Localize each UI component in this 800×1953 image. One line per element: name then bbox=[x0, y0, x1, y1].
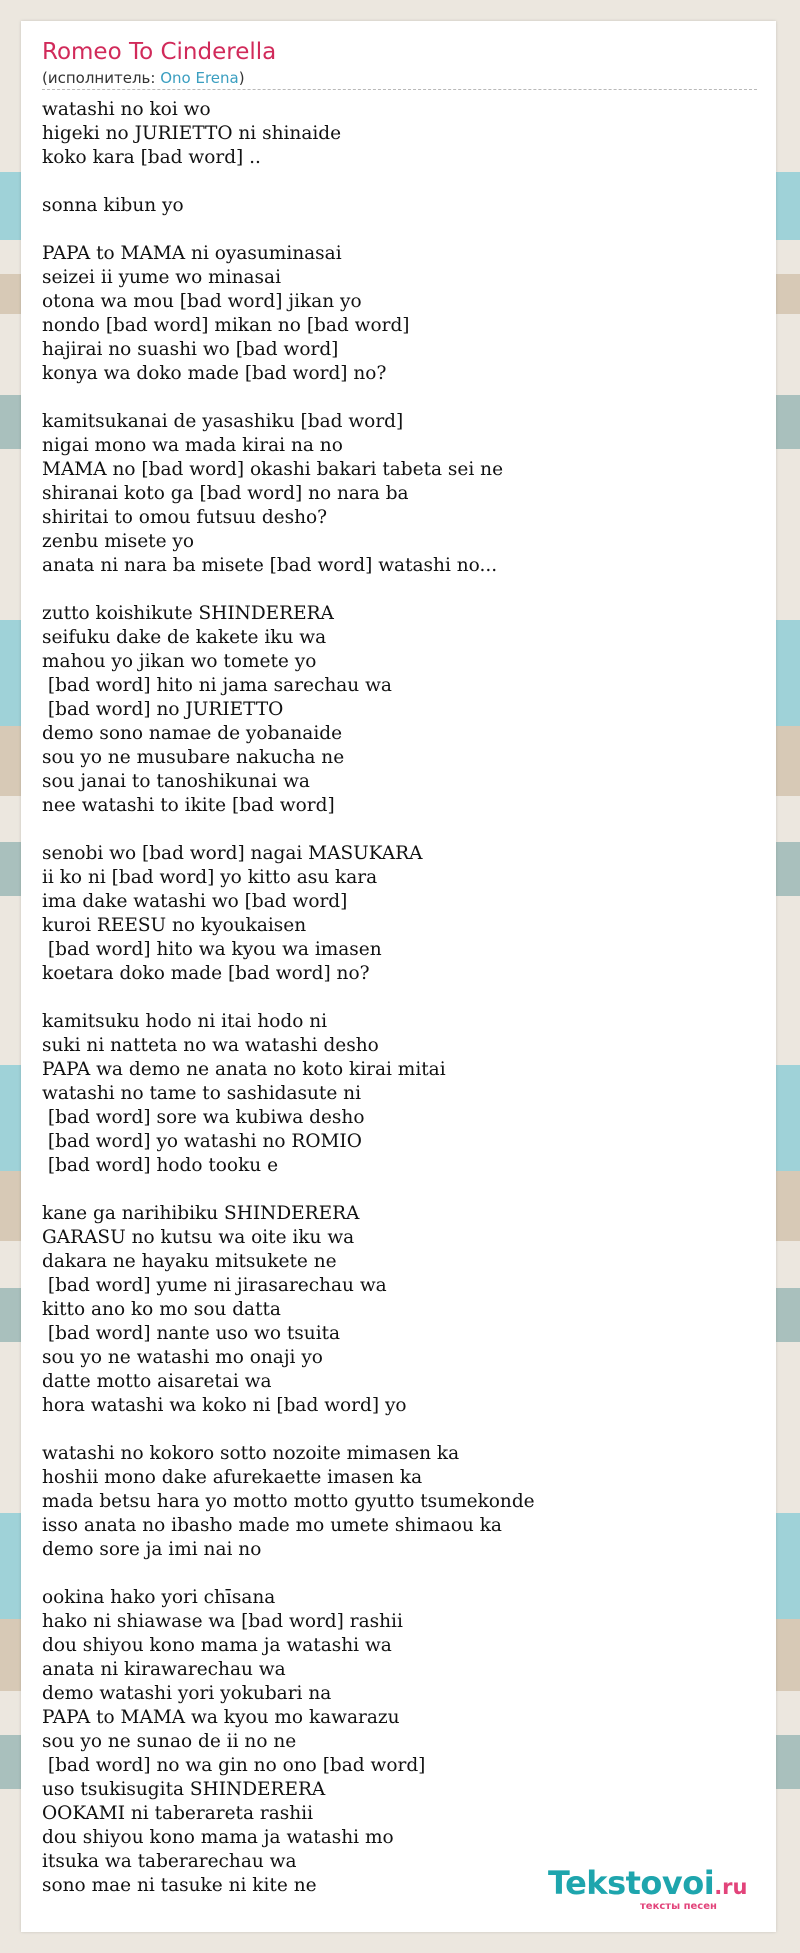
lyric-line: sou janai to tanoshikunai wa bbox=[42, 771, 310, 792]
lyric-line: suki ni natteta no wa watashi desho bbox=[42, 1035, 379, 1056]
lyric-line: datte motto aisaretai wa bbox=[42, 1371, 272, 1392]
lyric-line: [bad word] no JURIETTO bbox=[42, 699, 284, 720]
lyric-line: [bad word] no wa gin no ono [bad word] bbox=[42, 1755, 426, 1776]
lyric-line: mada betsu hara yo motto motto gyutto tsumekonde bbox=[42, 1491, 535, 1512]
lyric-line: dou shiyou kono mama ja watashi mo bbox=[42, 1827, 394, 1848]
lyric-line: OOKAMI ni taberareta rashii bbox=[42, 1803, 313, 1824]
site-logo[interactable] bbox=[548, 1864, 748, 1912]
lyric-line bbox=[42, 986, 757, 1010]
lyric-line: demo watashi yori yokubari na bbox=[42, 1683, 332, 1704]
lyric-line: MAMA no [bad word] okashi bakari tabeta sei ne bbox=[42, 459, 504, 480]
lyric-line: sono mae ni tasuke ni kite ne bbox=[42, 1875, 317, 1896]
lyrics-text bbox=[42, 98, 757, 1898]
lyric-line: shiritai to omou futsuu desho? bbox=[42, 507, 328, 528]
lyric-line: kane ga narihibiku SHINDERERA bbox=[42, 1203, 360, 1224]
lyric-line: sonna kibun yo bbox=[42, 195, 184, 216]
lyric-line: seifuku dake de kakete iku wa bbox=[42, 627, 327, 648]
lyric-line: konya wa doko made [bad word] no? bbox=[42, 363, 387, 384]
logo-tld: .ru bbox=[714, 1875, 748, 1899]
lyric-line: dou shiyou kono mama ja watashi wa bbox=[42, 1635, 392, 1656]
lyric-line: isso anata no ibasho made mo umete shimaou ka bbox=[42, 1515, 502, 1536]
lyric-line: demo sono namae de yobanaide bbox=[42, 723, 343, 744]
lyric-line: mahou yo jikan wo tomete yo bbox=[42, 651, 317, 672]
lyric-line: GARASU no kutsu wa oite iku wa bbox=[42, 1227, 355, 1248]
lyric-line: sou yo ne musubare nakucha ne bbox=[42, 747, 345, 768]
lyric-line: [bad word] sore wa kubiwa desho bbox=[42, 1107, 365, 1128]
lyric-line: higeki no JURIETTO ni shinaide bbox=[42, 123, 342, 144]
lyric-line: demo sore ja imi nai no bbox=[42, 1539, 262, 1560]
lyric-line: sou yo ne watashi mo onaji yo bbox=[42, 1347, 323, 1368]
lyric-line: uso tsukisugita SHINDERERA bbox=[42, 1779, 326, 1800]
lyric-line: seizei ii yume wo minasai bbox=[42, 267, 282, 288]
lyric-line bbox=[42, 818, 757, 842]
lyric-line bbox=[42, 218, 757, 242]
lyric-line: [bad word] hito wa kyou wa imasen bbox=[42, 939, 382, 960]
lyric-line: kamitsuku hodo ni itai hodo ni bbox=[42, 1011, 328, 1032]
lyric-line: hoshii mono dake afurekaette imasen ka bbox=[42, 1467, 423, 1488]
lyric-line: ookina hako yori chīsana bbox=[42, 1587, 276, 1608]
lyric-line: hora watashi wa koko ni [bad word] yo bbox=[42, 1395, 407, 1416]
lyric-line: PAPA to MAMA wa kyou mo kawarazu bbox=[42, 1707, 400, 1728]
logo-brand: Tekstovoi bbox=[548, 1864, 715, 1902]
lyric-line: [bad word] hito ni jama sarechau wa bbox=[42, 675, 392, 696]
artist-line bbox=[42, 69, 757, 90]
lyric-line bbox=[42, 1178, 757, 1202]
lyrics-card bbox=[21, 21, 776, 1932]
lyric-line bbox=[42, 1418, 757, 1442]
lyric-line: koetara doko made [bad word] no? bbox=[42, 963, 370, 984]
song-title: Romeo To Cinderella bbox=[42, 39, 277, 65]
lyric-line: [bad word] hodo tooku e bbox=[42, 1155, 279, 1176]
lyric-line: PAPA wa demo ne anata no koto kirai mitai bbox=[42, 1059, 446, 1080]
lyric-line: kuroi REESU no kyoukaisen bbox=[42, 915, 307, 936]
lyric-line: kitto ano ko mo sou datta bbox=[42, 1299, 281, 1320]
lyric-line: zutto koishikute SHINDERERA bbox=[42, 603, 334, 624]
lyric-line: watashi no kokoro sotto nozoite mimasen ka bbox=[42, 1443, 460, 1464]
lyric-line: nigai mono wa mada kirai na no bbox=[42, 435, 343, 456]
lyric-line: zenbu misete yo bbox=[42, 531, 195, 552]
lyric-line bbox=[42, 170, 757, 194]
lyric-line: nondo [bad word] mikan no [bad word] bbox=[42, 315, 410, 336]
lyric-line: PAPA to MAMA ni oyasuminasai bbox=[42, 243, 342, 264]
artist-prefix: (исполнитель: bbox=[42, 69, 161, 87]
logo-tagline: тексты песен bbox=[640, 1901, 717, 1912]
lyric-line: koko kara [bad word] .. bbox=[42, 147, 261, 168]
lyric-line: [bad word] yo watashi no ROMIO bbox=[42, 1131, 362, 1152]
lyric-line: ima dake watashi wo [bad word] bbox=[42, 891, 348, 912]
lyric-line: otona wa mou [bad word] jikan yo bbox=[42, 291, 362, 312]
lyric-line: watashi no koi wo bbox=[42, 99, 211, 120]
lyric-line: anata ni kirawarechau wa bbox=[42, 1659, 286, 1680]
lyric-line: hajirai no suashi wo [bad word] bbox=[42, 339, 339, 360]
lyric-line: shiranai koto ga [bad word] no nara ba bbox=[42, 483, 409, 504]
lyric-line: watashi no tame to sashidasute ni bbox=[42, 1083, 361, 1104]
lyric-line: dakara ne hayaku mitsukete ne bbox=[42, 1251, 337, 1272]
lyric-line: ii ko ni [bad word] yo kitto asu kara bbox=[42, 867, 378, 888]
lyric-line bbox=[42, 1562, 757, 1586]
lyric-line: [bad word] yume ni jirasarechau wa bbox=[42, 1275, 387, 1296]
lyric-line: senobi wo [bad word] nagai MASUKARA bbox=[42, 843, 423, 864]
artist-suffix: ) bbox=[238, 69, 245, 87]
lyric-line: itsuka wa taberarechau wa bbox=[42, 1851, 297, 1872]
lyric-line: anata ni nara ba misete [bad word] watashi no... bbox=[42, 555, 498, 576]
lyric-line: [bad word] nante uso wo tsuita bbox=[42, 1323, 341, 1344]
lyric-line: hako ni shiawase wa [bad word] rashii bbox=[42, 1611, 403, 1632]
lyric-line: sou yo ne sunao de ii no ne bbox=[42, 1731, 297, 1752]
lyric-line bbox=[42, 578, 757, 602]
artist-link[interactable]: Ono Erena bbox=[160, 69, 239, 87]
lyric-line: kamitsukanai de yasashiku [bad word] bbox=[42, 411, 404, 432]
lyric-line bbox=[42, 386, 757, 410]
lyric-line: nee watashi to ikite [bad word] bbox=[42, 795, 335, 816]
